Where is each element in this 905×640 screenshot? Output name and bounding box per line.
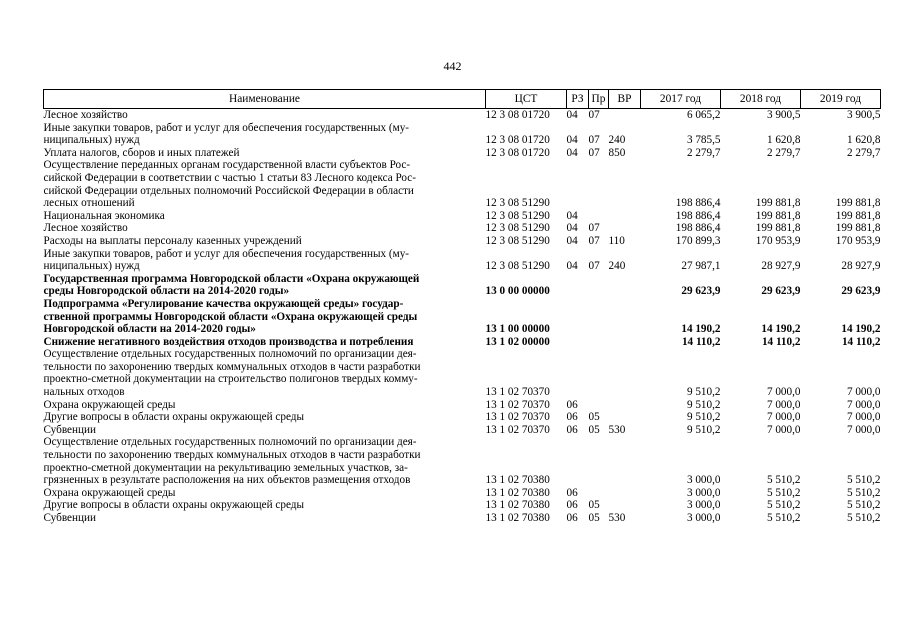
row-name-cell: Субвенции	[43, 512, 96, 524]
row-cst-cell: 13 1 02 70380	[485, 499, 550, 512]
row-pr-cell	[589, 487, 609, 500]
row-pr-cell: 07	[588, 146, 600, 159]
row-cst-cell: 13 1 02 70370	[485, 398, 550, 411]
table-row	[44, 210, 881, 223]
table-row	[44, 122, 881, 147]
row-2018-value: 28 927,9	[761, 260, 801, 273]
row-name-cell: Национальная экономика	[43, 209, 165, 222]
row-rz-cell: 06	[566, 512, 578, 524]
row-2017-value: 29 623,9	[681, 285, 721, 298]
row-vr-cell: 240	[608, 134, 626, 147]
row-rz-cell: 04	[566, 134, 578, 147]
budget-table	[43, 89, 881, 525]
row-rz-cell: 06	[566, 423, 578, 436]
row-2017-value: 6 065,2	[686, 109, 721, 121]
row-2018-value: 14 190,2	[761, 323, 801, 336]
row-vr-cell	[609, 210, 641, 223]
column-header-2018: 2018 год	[721, 90, 801, 109]
row-2018-value: 3 900,5	[766, 109, 801, 121]
row-pr-cell: 07	[588, 109, 600, 121]
row-name-cell: Охрана окружающей среды	[43, 398, 176, 411]
row-2018-value: 199 881,8	[755, 209, 801, 222]
row-2017-value: 198 886,4	[675, 209, 721, 222]
row-vr-cell: 240	[608, 260, 626, 273]
row-rz-cell: 06	[566, 411, 578, 424]
row-rz-cell: 04	[566, 146, 578, 159]
row-rz-cell: 04	[566, 260, 578, 273]
table-row	[44, 336, 881, 349]
row-name-cell: Охрана окружающей среды	[43, 486, 176, 499]
row-cst-cell: 12 3 08 51290	[485, 260, 550, 273]
row-name-cell: Иные закупки товаров, работ и услуг для обеспечения государственных (му- ниципальных) нужд	[43, 247, 410, 273]
row-cst-cell: 13 1 02 70380	[485, 474, 550, 487]
row-name-cell: Расходы на выплаты персоналу казенных учреждений	[43, 234, 302, 247]
row-pr-cell	[589, 348, 609, 398]
row-name-cell: Снижение негативного воздействия отходов производства и потребления	[43, 335, 414, 348]
row-rz-cell: 04	[566, 109, 578, 121]
row-2019-value: 170 953,9	[835, 234, 881, 247]
table-row	[44, 411, 881, 424]
row-vr-cell	[609, 436, 641, 486]
row-2019-value: 14 190,2	[841, 323, 881, 336]
table-row	[44, 436, 881, 486]
row-cst-cell: 13 1 02 70380	[485, 486, 550, 499]
row-2019-value: 199 881,8	[835, 197, 881, 210]
row-name-cell: Осуществление отдельных государственных полномочий по организации дея- тельности по захоронению твердых коммунальных отходов в части разработки проектно-сметной документации на рекультивацию земельных участков, за- грязненных в результате расположения на них объектов размещения отходов	[43, 436, 421, 487]
row-vr-cell	[609, 298, 641, 336]
row-2019-value: 5 510,2	[846, 486, 881, 499]
row-vr-cell	[609, 348, 641, 398]
row-2018-value: 5 510,2	[766, 474, 801, 487]
row-name-cell: Осуществление переданных органам государственной власти субъектов Рос- сийской Федерации в соответствии с частью 1 статьи 83 Лесного кодекса Рос- сийской Федерации отдельных полномочий Российской Федерации в области лесных отношений	[43, 159, 416, 210]
row-pr-cell	[589, 210, 609, 223]
row-2017-value: 3 000,0	[686, 474, 721, 487]
table-row	[44, 512, 881, 525]
row-name-cell: Лесное хозяйство	[43, 222, 128, 235]
row-2018-value: 7 000,0	[766, 398, 801, 411]
row-pr-cell: 07	[588, 234, 600, 247]
row-cst-cell: 13 1 02 70380	[485, 512, 550, 524]
row-2017-value: 9 510,2	[686, 423, 721, 436]
row-pr-cell: 07	[588, 260, 600, 273]
row-name-cell: Подпрограмма «Регулирование качества окружающей среды» государ- ственной программы Новгородской области «Охрана окружающей среды Новгородской области на 2014-2020 годы»	[43, 297, 418, 336]
row-rz-cell: 06	[566, 398, 578, 411]
row-rz-cell: 04	[566, 222, 578, 235]
row-rz-cell	[567, 159, 589, 209]
row-cst-cell: 12 3 08 51290	[485, 209, 550, 222]
row-name-cell: Лесное хозяйство	[43, 109, 128, 121]
row-2017-value: 198 886,4	[675, 222, 721, 235]
row-pr-cell	[589, 298, 609, 336]
row-vr-cell	[609, 487, 641, 500]
row-cst-cell: 13 1 02 70370	[485, 386, 550, 399]
row-2018-value: 199 881,8	[755, 222, 801, 235]
table-row	[44, 424, 881, 437]
row-vr-cell: 530	[608, 512, 626, 524]
row-pr-cell: 05	[588, 499, 600, 512]
row-2019-value: 199 881,8	[835, 222, 881, 235]
row-vr-cell	[609, 273, 641, 298]
row-rz-cell	[567, 298, 589, 336]
row-rz-cell	[567, 436, 589, 486]
row-pr-cell: 05	[588, 512, 600, 524]
row-2017-value: 198 886,4	[675, 197, 721, 210]
row-name-cell: Субвенции	[43, 423, 96, 436]
row-2018-value: 1 620,8	[766, 134, 801, 147]
column-header-rz: РЗ	[567, 90, 589, 109]
row-2017-value: 170 899,3	[675, 234, 721, 247]
row-pr-cell: 07	[588, 134, 600, 147]
row-2019-value: 5 510,2	[846, 512, 881, 524]
table-header-row	[44, 90, 881, 109]
row-2018-value: 7 000,0	[766, 423, 801, 436]
row-2019-value: 2 279,7	[846, 146, 881, 159]
row-2017-value: 9 510,2	[686, 411, 721, 424]
row-pr-cell: 05	[588, 423, 600, 436]
row-rz-cell	[567, 336, 589, 349]
row-cst-cell: 12 3 08 01720	[485, 134, 550, 147]
row-vr-cell	[609, 336, 641, 349]
column-header-name: Наименование	[44, 90, 486, 109]
row-name-cell: Государственная программа Новгородской области «Охрана окружающей среды Новгородской области на 2014-2020 годы»	[43, 272, 420, 298]
row-rz-cell: 04	[566, 234, 578, 247]
page-number: 442	[443, 59, 462, 73]
row-vr-cell	[609, 499, 641, 512]
row-2017-value: 2 279,7	[686, 146, 721, 159]
row-2019-value: 3 900,5	[846, 109, 881, 121]
row-cst-cell: 12 3 08 01720	[485, 109, 550, 121]
table-row	[44, 222, 881, 235]
row-name-cell: Иные закупки товаров, работ и услуг для обеспечения государственных (му- ниципальных) нужд	[43, 121, 410, 147]
row-vr-cell: 850	[608, 146, 626, 159]
row-name-cell: Осуществление отдельных государственных полномочий по организации дея- тельности по захоронению твердых коммунальных отходов в части разработки проектно-сметной документации на строительство полигонов твердых комму- нальных отходов	[43, 348, 421, 399]
row-pr-cell	[589, 336, 609, 349]
column-header-cst: ЦСТ	[486, 90, 567, 109]
table-row	[44, 159, 881, 209]
table-body	[44, 109, 881, 525]
table-row	[44, 298, 881, 336]
row-cst-cell: 13 1 02 00000	[485, 335, 550, 348]
table-row	[44, 147, 881, 160]
row-2017-value: 3 000,0	[686, 512, 721, 524]
row-2019-value: 7 000,0	[846, 411, 881, 424]
row-vr-cell	[609, 399, 641, 412]
column-header-pr: Пр	[589, 90, 609, 109]
row-pr-cell	[589, 399, 609, 412]
row-2019-value: 14 110,2	[841, 335, 881, 348]
table-row	[44, 487, 881, 500]
row-2018-value: 170 953,9	[755, 234, 801, 247]
row-rz-cell: 06	[566, 499, 578, 512]
column-header-2019: 2019 год	[801, 90, 881, 109]
row-2017-value: 14 110,2	[681, 335, 721, 348]
row-pr-cell: 07	[588, 222, 600, 235]
row-cst-cell: 13 0 00 00000	[485, 285, 550, 298]
row-2018-value: 29 623,9	[761, 285, 801, 298]
row-cst-cell: 13 1 02 70370	[485, 411, 550, 424]
row-pr-cell: 05	[588, 411, 600, 424]
row-2019-value: 28 927,9	[841, 260, 881, 273]
row-2019-value: 7 000,0	[846, 423, 881, 436]
table-row	[44, 235, 881, 248]
row-2018-value: 199 881,8	[755, 197, 801, 210]
row-vr-cell	[609, 109, 641, 122]
row-2017-value: 14 190,2	[681, 323, 721, 336]
row-2019-value: 1 620,8	[846, 134, 881, 147]
row-cst-cell: 12 3 08 01720	[485, 146, 550, 159]
row-2018-value: 5 510,2	[766, 512, 801, 524]
row-vr-cell	[609, 159, 641, 209]
row-vr-cell	[609, 411, 641, 424]
row-name-cell: Другие вопросы в области охраны окружающей среды	[43, 499, 305, 512]
table-row	[44, 348, 881, 398]
row-rz-cell	[567, 348, 589, 398]
row-2018-value: 7 000,0	[766, 386, 801, 399]
column-header-2017: 2017 год	[641, 90, 721, 109]
row-2019-value: 199 881,8	[835, 209, 881, 222]
row-rz-cell: 06	[566, 486, 578, 499]
table-row	[44, 109, 881, 122]
row-vr-cell: 110	[608, 234, 625, 247]
row-pr-cell	[589, 273, 609, 298]
row-name-cell: Другие вопросы в области охраны окружающей среды	[43, 411, 305, 424]
table-row	[44, 248, 881, 273]
table-row	[44, 273, 881, 298]
row-cst-cell: 12 3 08 51290	[485, 197, 550, 210]
row-2017-value: 3 785,5	[686, 134, 721, 147]
row-2019-value: 5 510,2	[846, 474, 881, 487]
row-2017-value: 27 987,1	[681, 260, 721, 273]
row-2018-value: 7 000,0	[766, 411, 801, 424]
row-vr-cell: 530	[608, 423, 626, 436]
column-header-vr: ВР	[609, 90, 641, 109]
row-vr-cell	[609, 222, 641, 235]
row-2019-value: 7 000,0	[846, 386, 881, 399]
row-2018-value: 14 110,2	[761, 335, 801, 348]
row-cst-cell: 13 1 02 70370	[485, 423, 550, 436]
row-2018-value: 5 510,2	[766, 499, 801, 512]
table-row	[44, 399, 881, 412]
row-2017-value: 9 510,2	[686, 386, 721, 399]
row-2019-value: 29 623,9	[841, 285, 881, 298]
row-rz-cell	[567, 273, 589, 298]
row-2017-value: 9 510,2	[686, 398, 721, 411]
row-cst-cell: 13 1 00 00000	[485, 323, 550, 336]
row-name-cell: Уплата налогов, сборов и иных платежей	[43, 146, 240, 159]
row-2018-value: 5 510,2	[766, 486, 801, 499]
row-pr-cell	[589, 159, 609, 209]
row-pr-cell	[589, 436, 609, 486]
row-2019-value: 7 000,0	[846, 398, 881, 411]
row-2017-value: 3 000,0	[686, 499, 721, 512]
row-cst-cell: 12 3 08 51290	[485, 234, 550, 247]
row-2018-value: 2 279,7	[766, 146, 801, 159]
row-rz-cell: 04	[566, 209, 578, 222]
row-cst-cell: 12 3 08 51290	[485, 222, 550, 235]
table-row	[44, 499, 881, 512]
row-2019-value: 5 510,2	[846, 499, 881, 512]
row-2017-value: 3 000,0	[686, 486, 721, 499]
